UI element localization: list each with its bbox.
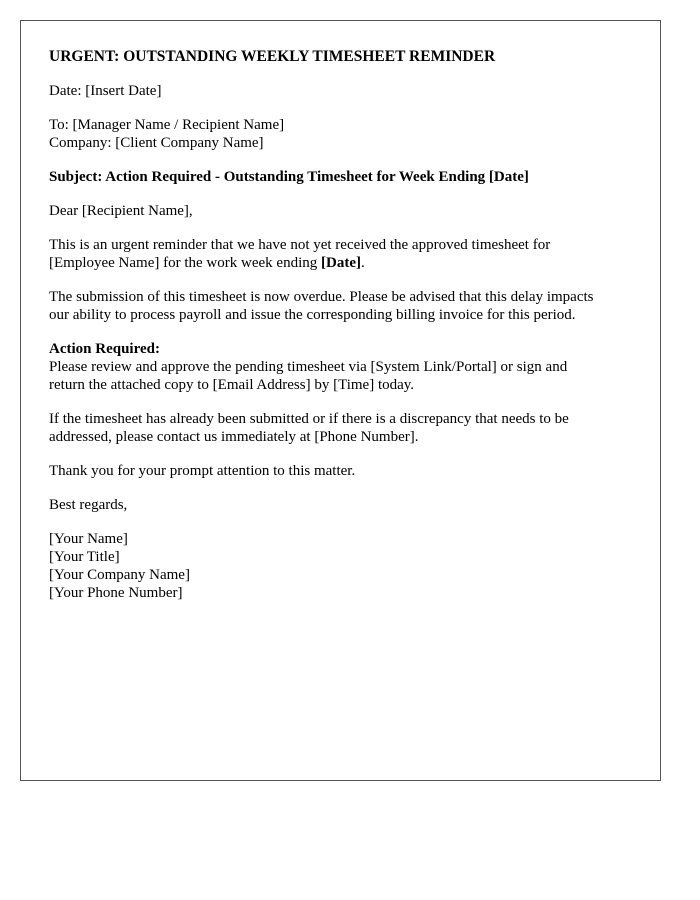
letter-page [20,20,661,781]
bold-date: [Date] [321,255,361,271]
signature-title: [Your Title] [49,549,120,565]
to-line: To: [Manager Name / Recipient Name] [49,117,285,133]
letter-title: URGENT: OUTSTANDING WEEKLY TIMESHEET REMINDER [49,48,496,65]
greeting: Dear [Recipient Name], [49,203,193,219]
text-line: This is an urgent reminder that we have not yet received the approved timesheet for [49,237,551,253]
action-heading: Action Required: [49,341,160,357]
action-required-section [49,340,632,394]
text-line: return the attached copy to [Email Address] by [Time] today. [49,377,415,393]
subject-line: Subject: Action Required - Outstanding Timesheet for Week Ending [Date] [49,169,529,185]
signature-name: [Your Name] [49,531,128,547]
text: [Employee Name] for the work week ending [49,255,321,271]
signature-phone: [Your Phone Number] [49,585,183,601]
closing-line: Best regards, [49,497,128,513]
text-line: our ability to process payroll and issue the corresponding billing invoice for this period. [49,307,576,323]
paragraph-overdue [49,288,632,324]
recipient-block [49,116,632,152]
paragraph-reminder [49,236,632,272]
text-line: Please review and approve the pending timesheet via [System Link/Portal] or sign and [49,359,568,375]
thanks-line: Thank you for your prompt attention to this matter. [49,463,356,479]
text-line: The submission of this timesheet is now overdue. Please be advised that this delay impacts [49,289,594,305]
signature-company: [Your Company Name] [49,567,190,583]
text: . [360,255,365,271]
text-line: addressed, please contact us immediately at [Phone Number]. [49,429,419,445]
date-line: Date: [Insert Date] [49,83,162,99]
text-line: If the timesheet has already been submitted or if there is a discrepancy that needs to be [49,411,569,427]
signature-block [49,530,632,602]
company-line: Company: [Client Company Name] [49,135,264,151]
paragraph-contact [49,410,632,446]
text-line [49,254,632,272]
